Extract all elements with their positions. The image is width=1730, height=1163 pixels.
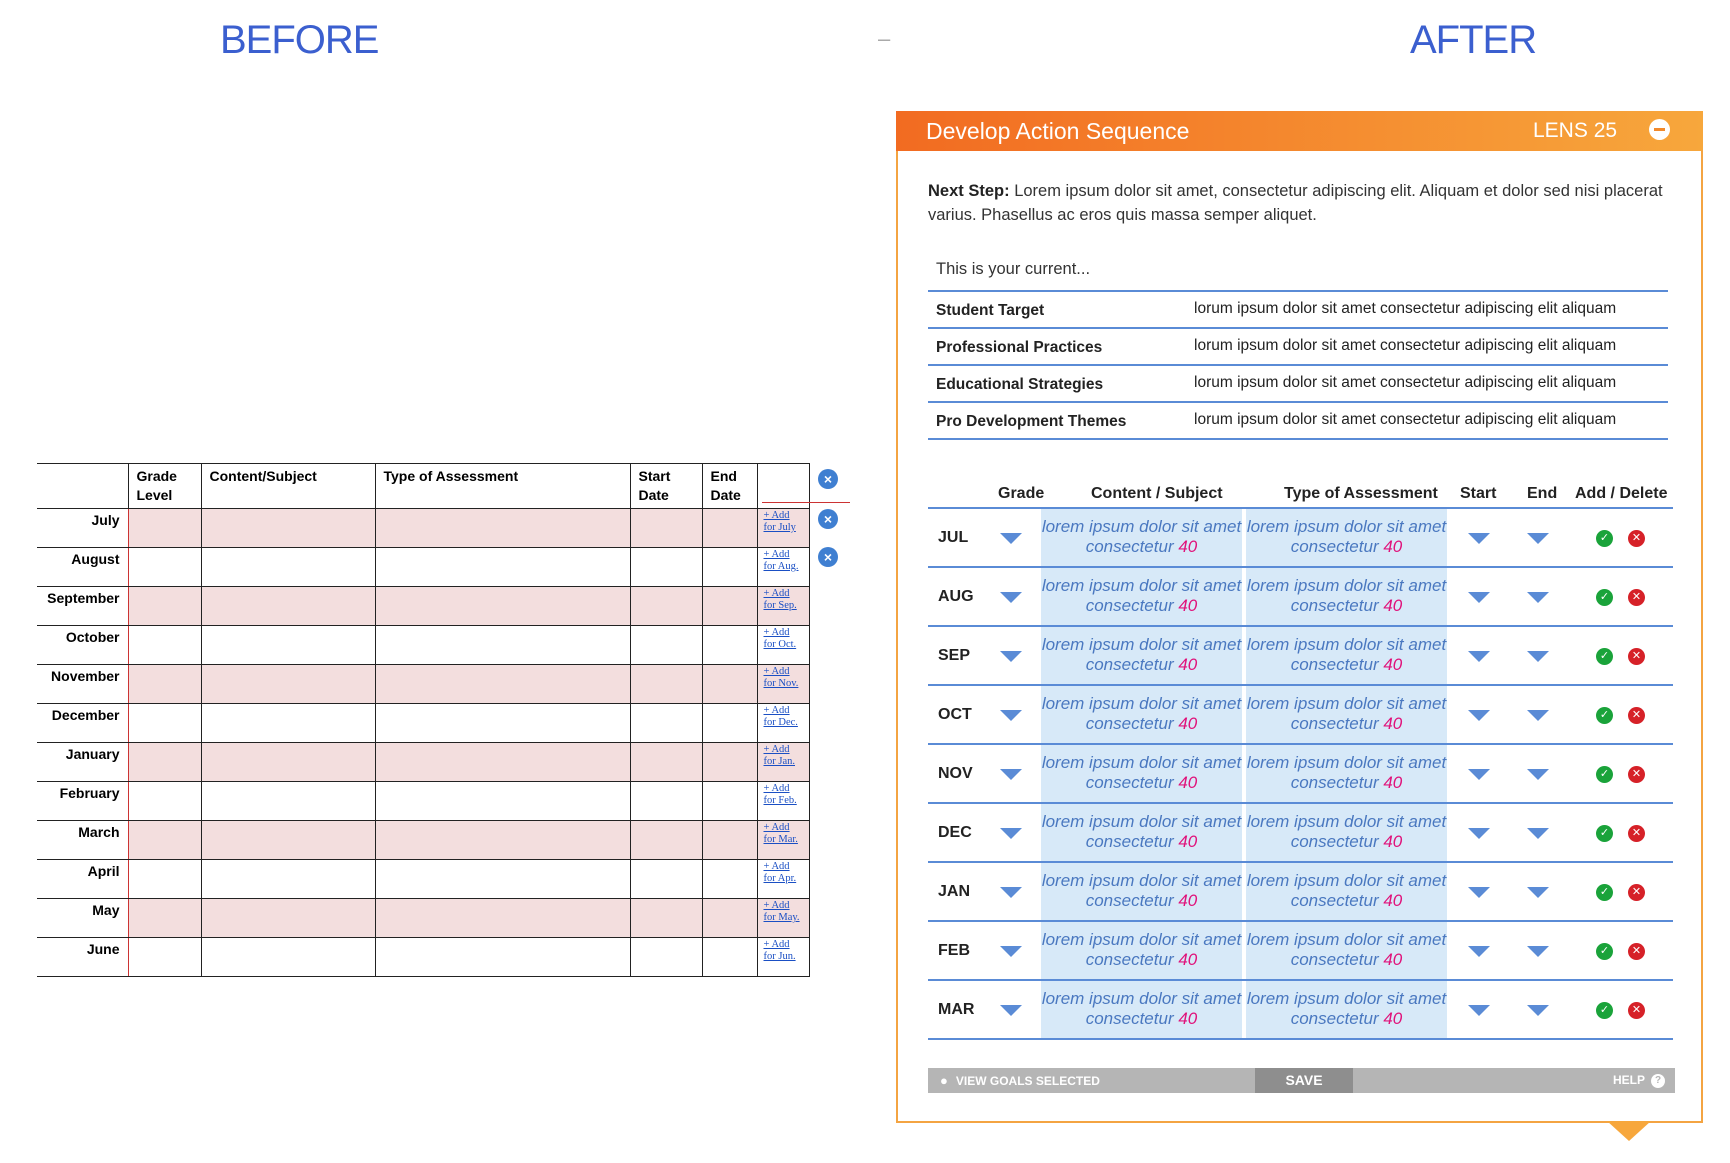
before-cell[interactable]: [630, 587, 702, 626]
before-cell[interactable]: [630, 704, 702, 743]
before-cell[interactable]: [702, 665, 757, 704]
grid-header-end: End: [1527, 485, 1558, 502]
before-cell[interactable]: [702, 548, 757, 587]
delete-x-icon[interactable]: ✕: [1628, 707, 1645, 724]
help-label: HELP: [1612, 1073, 1645, 1087]
char-count: 40: [1383, 891, 1403, 910]
current-value: lorum ipsum dolor sit amet consectetur adipiscing elit aliquam: [1194, 337, 1617, 354]
before-row: [37, 938, 809, 977]
panel-title: Develop Action Sequence: [926, 118, 1190, 144]
grid-header-add-delete: Add / Delete: [1575, 485, 1668, 502]
char-count: 40: [1383, 714, 1403, 733]
assessment-type-field[interactable]: [1246, 981, 1447, 1038]
lorem-text: lorem ipsum dolor sit amet consectetur: [1246, 694, 1447, 733]
char-count: 40: [1383, 596, 1403, 615]
end-dropdown-icon[interactable]: [1527, 828, 1549, 839]
grid-row: [928, 922, 1673, 981]
before-cell[interactable]: [201, 743, 375, 782]
before-month: November: [37, 665, 128, 704]
end-dropdown-icon[interactable]: [1527, 1005, 1549, 1016]
before-cell[interactable]: [702, 782, 757, 821]
grid-header: [928, 471, 1673, 509]
add-row-link[interactable]: + Add for Jan.: [757, 743, 809, 782]
lorem-text: lorem ipsum dolor sit amet consectetur: [1246, 989, 1447, 1028]
before-cell[interactable]: [375, 899, 630, 938]
assessment-type-field[interactable]: [1246, 686, 1447, 743]
grade-dropdown-icon[interactable]: [1000, 592, 1022, 603]
before-header-start: Start Date: [630, 464, 702, 509]
before-red-line: [762, 502, 850, 503]
current-value: lorum ipsum dolor sit amet consectetur adipiscing elit aliquam: [1194, 300, 1617, 317]
add-row-link[interactable]: + Add for Nov.: [757, 665, 809, 704]
char-count: 40: [1178, 596, 1198, 615]
before-row: [37, 587, 809, 626]
before-cell[interactable]: [630, 860, 702, 899]
add-row-link[interactable]: + Add for Mar.: [757, 821, 809, 860]
before-cell[interactable]: [201, 509, 375, 548]
before-header-row: [37, 464, 809, 509]
before-row: [37, 821, 809, 860]
grid-header-content: Content / Subject: [1091, 485, 1223, 502]
before-cell[interactable]: [128, 704, 201, 743]
before-cell[interactable]: [630, 743, 702, 782]
grade-dropdown-icon[interactable]: [1000, 769, 1022, 780]
before-cell[interactable]: [702, 587, 757, 626]
grade-dropdown-icon[interactable]: [1000, 887, 1022, 898]
current-row: [928, 403, 1668, 440]
before-month: March: [37, 821, 128, 860]
before-cell[interactable]: [702, 743, 757, 782]
before-row: [37, 665, 809, 704]
grid-header-start: Start: [1460, 485, 1497, 502]
content-subject-field[interactable]: [1041, 745, 1242, 802]
grade-dropdown-icon[interactable]: [1000, 710, 1022, 721]
before-month: July: [37, 509, 128, 548]
before-cell[interactable]: [128, 509, 201, 548]
before-cell[interactable]: [201, 860, 375, 899]
next-step-text: Lorem ipsum dolor sit amet, consectetur adipiscing elit. Aliquam et dolor sed nisi placerat varius. Phasellus ac eros quis massa semper aliquet.: [928, 182, 1663, 224]
assessment-type-field[interactable]: [1246, 745, 1447, 802]
add-row-link[interactable]: + Add for Aug.: [757, 548, 809, 587]
panel-pointer: [1607, 1121, 1651, 1141]
assessment-type-field[interactable]: [1246, 922, 1447, 979]
grid-month: NOV: [938, 765, 973, 782]
start-dropdown-icon[interactable]: [1468, 710, 1490, 721]
before-cell[interactable]: [375, 821, 630, 860]
char-count: 40: [1383, 832, 1403, 851]
before-cell[interactable]: [128, 860, 201, 899]
panel-header: [896, 111, 1703, 151]
grade-dropdown-icon[interactable]: [1000, 651, 1022, 662]
before-month: December: [37, 704, 128, 743]
start-dropdown-icon[interactable]: [1468, 769, 1490, 780]
lorem-text: lorem ipsum dolor sit amet consectetur: [1041, 753, 1242, 792]
start-dropdown-icon[interactable]: [1468, 946, 1490, 957]
lorem-text: lorem ipsum dolor sit amet consectetur: [1041, 871, 1242, 910]
before-cell[interactable]: [375, 548, 630, 587]
before-row: [37, 548, 809, 587]
char-count: 40: [1383, 655, 1403, 674]
help-icon: ?: [1651, 1074, 1665, 1088]
content-subject-field[interactable]: [1041, 922, 1242, 979]
before-header-month: [37, 464, 128, 509]
delete-x-icon[interactable]: ✕: [1628, 766, 1645, 783]
grid-row: [928, 745, 1673, 804]
lorem-text: lorem ipsum dolor sit amet consectetur: [1041, 517, 1242, 556]
add-check-icon[interactable]: ✓: [1596, 589, 1613, 606]
grid-row: [928, 981, 1673, 1040]
grid-row: [928, 863, 1673, 922]
add-check-icon[interactable]: ✓: [1596, 648, 1613, 665]
before-cell[interactable]: [702, 626, 757, 665]
delete-x-icon[interactable]: ✕: [1628, 943, 1645, 960]
char-count: 40: [1383, 950, 1403, 969]
assessment-type-field[interactable]: [1246, 568, 1447, 625]
before-row: [37, 899, 809, 938]
remove-row-icon[interactable]: ×: [818, 509, 838, 529]
char-count: 40: [1178, 714, 1198, 733]
current-intro: This is your current...: [936, 260, 1091, 278]
before-cell[interactable]: [375, 743, 630, 782]
save-button[interactable]: SAVE: [1255, 1068, 1353, 1093]
assessment-type-field[interactable]: [1246, 863, 1447, 920]
add-row-link[interactable]: + Add for Dec.: [757, 704, 809, 743]
grid-row: [928, 804, 1673, 863]
grid-month: DEC: [938, 824, 972, 841]
current-value: lorum ipsum dolor sit amet consectetur adipiscing elit aliquam: [1194, 411, 1617, 428]
end-dropdown-icon[interactable]: [1527, 592, 1549, 603]
add-row-link[interactable]: + Add for July: [757, 509, 809, 548]
before-month: February: [37, 782, 128, 821]
grid-month: SEP: [938, 647, 971, 664]
assessment-type-field[interactable]: [1246, 509, 1447, 566]
before-cell[interactable]: [128, 548, 201, 587]
content-subject-field[interactable]: [1041, 863, 1242, 920]
before-cell[interactable]: [702, 938, 757, 977]
current-row: [928, 292, 1668, 329]
start-dropdown-icon[interactable]: [1468, 592, 1490, 603]
before-cell[interactable]: [375, 704, 630, 743]
char-count: 40: [1383, 773, 1403, 792]
char-count: 40: [1178, 537, 1198, 556]
add-check-icon[interactable]: ✓: [1596, 707, 1613, 724]
before-month: June: [37, 938, 128, 977]
lorem-text: lorem ipsum dolor sit amet consectetur: [1246, 635, 1447, 674]
before-cell[interactable]: [375, 782, 630, 821]
before-cell[interactable]: [128, 626, 201, 665]
before-cell[interactable]: [630, 548, 702, 587]
before-row: [37, 626, 809, 665]
char-count: 40: [1383, 537, 1403, 556]
grid-month: MAR: [938, 1001, 975, 1018]
lorem-text: lorem ipsum dolor sit amet consectetur: [1041, 930, 1242, 969]
before-cell[interactable]: [630, 626, 702, 665]
next-step: [928, 179, 1668, 227]
delete-x-icon[interactable]: ✕: [1628, 589, 1645, 606]
before-header-grade: Grade Level: [128, 464, 201, 509]
grid-row: [928, 568, 1673, 627]
current-row: [928, 329, 1668, 366]
content-subject-field[interactable]: [1041, 509, 1242, 566]
before-row: [37, 509, 809, 548]
grade-dropdown-icon[interactable]: [1000, 1005, 1022, 1016]
content-subject-field[interactable]: [1041, 804, 1242, 861]
grade-dropdown-icon[interactable]: [1000, 828, 1022, 839]
before-cell[interactable]: [128, 587, 201, 626]
before-month: January: [37, 743, 128, 782]
end-dropdown-icon[interactable]: [1527, 887, 1549, 898]
start-dropdown-icon[interactable]: [1468, 1005, 1490, 1016]
content-subject-field[interactable]: [1041, 568, 1242, 625]
before-cell[interactable]: [201, 665, 375, 704]
before-header-assessment: Type of Assessment: [375, 464, 630, 509]
grid-month: JUL: [938, 529, 969, 546]
before-table: [37, 463, 810, 977]
divider-mark: –: [878, 26, 891, 51]
delete-x-icon[interactable]: ✕: [1628, 825, 1645, 842]
lorem-text: lorem ipsum dolor sit amet consectetur: [1246, 871, 1447, 910]
before-cell[interactable]: [702, 899, 757, 938]
grid-row: [928, 686, 1673, 745]
before-cell[interactable]: [375, 665, 630, 704]
add-row-link[interactable]: + Add for Feb.: [757, 782, 809, 821]
before-cell[interactable]: [702, 509, 757, 548]
before-cell[interactable]: [128, 743, 201, 782]
lorem-text: lorem ipsum dolor sit amet consectetur: [1246, 576, 1447, 615]
current-row: [928, 366, 1668, 403]
lorem-text: lorem ipsum dolor sit amet consectetur: [1041, 694, 1242, 733]
current-label: Student Target: [936, 302, 1045, 319]
current-value: lorum ipsum dolor sit amet consectetur adipiscing elit aliquam: [1194, 374, 1617, 391]
current-label: Pro Development Themes: [936, 413, 1127, 430]
lorem-text: lorem ipsum dolor sit amet consectetur: [1246, 812, 1447, 851]
add-check-icon[interactable]: ✓: [1596, 825, 1613, 842]
collapse-icon[interactable]: [1649, 119, 1670, 140]
before-cell[interactable]: [630, 938, 702, 977]
char-count: 40: [1178, 773, 1198, 792]
after-heading: AFTER: [1410, 18, 1537, 62]
lorem-text: lorem ipsum dolor sit amet consectetur: [1246, 517, 1447, 556]
start-dropdown-icon[interactable]: [1468, 828, 1490, 839]
delete-x-icon[interactable]: ✕: [1628, 1002, 1645, 1019]
before-cell[interactable]: [128, 782, 201, 821]
start-dropdown-icon[interactable]: [1468, 651, 1490, 662]
before-cell[interactable]: [201, 938, 375, 977]
assessment-type-field[interactable]: [1246, 627, 1447, 684]
before-cell[interactable]: [201, 899, 375, 938]
lorem-text: lorem ipsum dolor sit amet consectetur: [1041, 576, 1242, 615]
add-row-link[interactable]: + Add for Oct.: [757, 626, 809, 665]
before-heading: BEFORE: [220, 18, 379, 62]
end-dropdown-icon[interactable]: [1527, 946, 1549, 957]
current-summary-table: [928, 290, 1668, 440]
start-dropdown-icon[interactable]: [1468, 887, 1490, 898]
before-cell[interactable]: [201, 626, 375, 665]
before-cell[interactable]: [375, 860, 630, 899]
end-dropdown-icon[interactable]: [1527, 651, 1549, 662]
add-check-icon[interactable]: ✓: [1596, 943, 1613, 960]
add-row-link[interactable]: + Add for Jun.: [757, 938, 809, 977]
grid-month: OCT: [938, 706, 972, 723]
grid-header-grade: Grade: [998, 485, 1045, 502]
next-step-label: Next Step:: [928, 182, 1010, 200]
before-row: [37, 743, 809, 782]
lorem-text: lorem ipsum dolor sit amet consectetur: [1246, 930, 1447, 969]
before-cell[interactable]: [702, 821, 757, 860]
eye-icon: ●: [940, 1073, 948, 1088]
before-cell[interactable]: [375, 626, 630, 665]
lorem-text: lorem ipsum dolor sit amet consectetur: [1246, 753, 1447, 792]
char-count: 40: [1383, 1009, 1403, 1028]
grid-month: FEB: [938, 942, 970, 959]
grade-dropdown-icon[interactable]: [1000, 533, 1022, 544]
before-cell[interactable]: [375, 509, 630, 548]
before-header-end: End Date: [702, 464, 757, 509]
lorem-text: lorem ipsum dolor sit amet consectetur: [1041, 989, 1242, 1028]
add-row-link[interactable]: + Add for May.: [757, 899, 809, 938]
grid-header-assessment: Type of Assessment: [1284, 485, 1438, 502]
delete-x-icon[interactable]: ✕: [1628, 884, 1645, 901]
view-goals-label: VIEW GOALS SELECTED: [955, 1074, 1100, 1088]
delete-x-icon[interactable]: ✕: [1628, 648, 1645, 665]
before-cell[interactable]: [201, 821, 375, 860]
end-dropdown-icon[interactable]: [1527, 533, 1549, 544]
char-count: 40: [1178, 891, 1198, 910]
current-label: Professional Practices: [936, 339, 1103, 356]
lorem-text: lorem ipsum dolor sit amet consectetur: [1041, 635, 1242, 674]
char-count: 40: [1178, 655, 1198, 674]
char-count: 40: [1178, 832, 1198, 851]
before-cell[interactable]: [201, 704, 375, 743]
add-check-icon[interactable]: ✓: [1596, 1002, 1613, 1019]
before-cell[interactable]: [201, 548, 375, 587]
add-row-link[interactable]: + Add for Apr.: [757, 860, 809, 899]
add-row-link[interactable]: + Add for Sep.: [757, 587, 809, 626]
before-cell[interactable]: [702, 860, 757, 899]
before-month: April: [37, 860, 128, 899]
content-subject-field[interactable]: [1041, 686, 1242, 743]
grid-row: [928, 627, 1673, 686]
before-row: [37, 860, 809, 899]
before-month: September: [37, 587, 128, 626]
help-button[interactable]: [1613, 1068, 1665, 1093]
grid-row: [928, 509, 1673, 568]
before-header-content: Content/Subject: [201, 464, 375, 509]
add-check-icon[interactable]: ✓: [1596, 530, 1613, 547]
grid-month: JAN: [938, 883, 971, 900]
content-subject-field[interactable]: [1041, 981, 1242, 1038]
before-cell[interactable]: [201, 587, 375, 626]
delete-x-icon[interactable]: ✕: [1628, 530, 1645, 547]
before-cell[interactable]: [375, 587, 630, 626]
action-sequence-panel: [896, 111, 1703, 1123]
end-dropdown-icon[interactable]: [1527, 710, 1549, 721]
before-cell[interactable]: [128, 665, 201, 704]
before-cell[interactable]: [630, 782, 702, 821]
assessment-type-field[interactable]: [1246, 804, 1447, 861]
char-count: 40: [1178, 950, 1198, 969]
start-dropdown-icon[interactable]: [1468, 533, 1490, 544]
before-cell[interactable]: [630, 821, 702, 860]
remove-row-icon[interactable]: ×: [818, 469, 838, 489]
end-dropdown-icon[interactable]: [1527, 769, 1549, 780]
before-cell[interactable]: [375, 938, 630, 977]
panel-footer: [928, 1068, 1675, 1093]
add-check-icon[interactable]: ✓: [1596, 766, 1613, 783]
before-cell[interactable]: [128, 899, 201, 938]
before-row: [37, 704, 809, 743]
before-cell[interactable]: [201, 782, 375, 821]
lens-label: LENS 25: [1533, 119, 1618, 142]
grade-dropdown-icon[interactable]: [1000, 946, 1022, 957]
before-month: October: [37, 626, 128, 665]
current-label: Educational Strategies: [936, 376, 1104, 393]
before-cell[interactable]: [630, 509, 702, 548]
before-cell[interactable]: [630, 899, 702, 938]
before-cell[interactable]: [128, 938, 201, 977]
remove-row-icon[interactable]: ×: [818, 547, 838, 567]
before-cell[interactable]: [702, 704, 757, 743]
grid-month: AUG: [938, 588, 974, 605]
before-cell[interactable]: [128, 821, 201, 860]
action-grid: [928, 509, 1673, 1040]
add-check-icon[interactable]: ✓: [1596, 884, 1613, 901]
before-month: August: [37, 548, 128, 587]
lorem-text: lorem ipsum dolor sit amet consectetur: [1041, 812, 1242, 851]
content-subject-field[interactable]: [1041, 627, 1242, 684]
before-cell[interactable]: [630, 665, 702, 704]
before-row: [37, 782, 809, 821]
before-month: May: [37, 899, 128, 938]
view-goals-button[interactable]: [940, 1068, 1100, 1093]
char-count: 40: [1178, 1009, 1198, 1028]
